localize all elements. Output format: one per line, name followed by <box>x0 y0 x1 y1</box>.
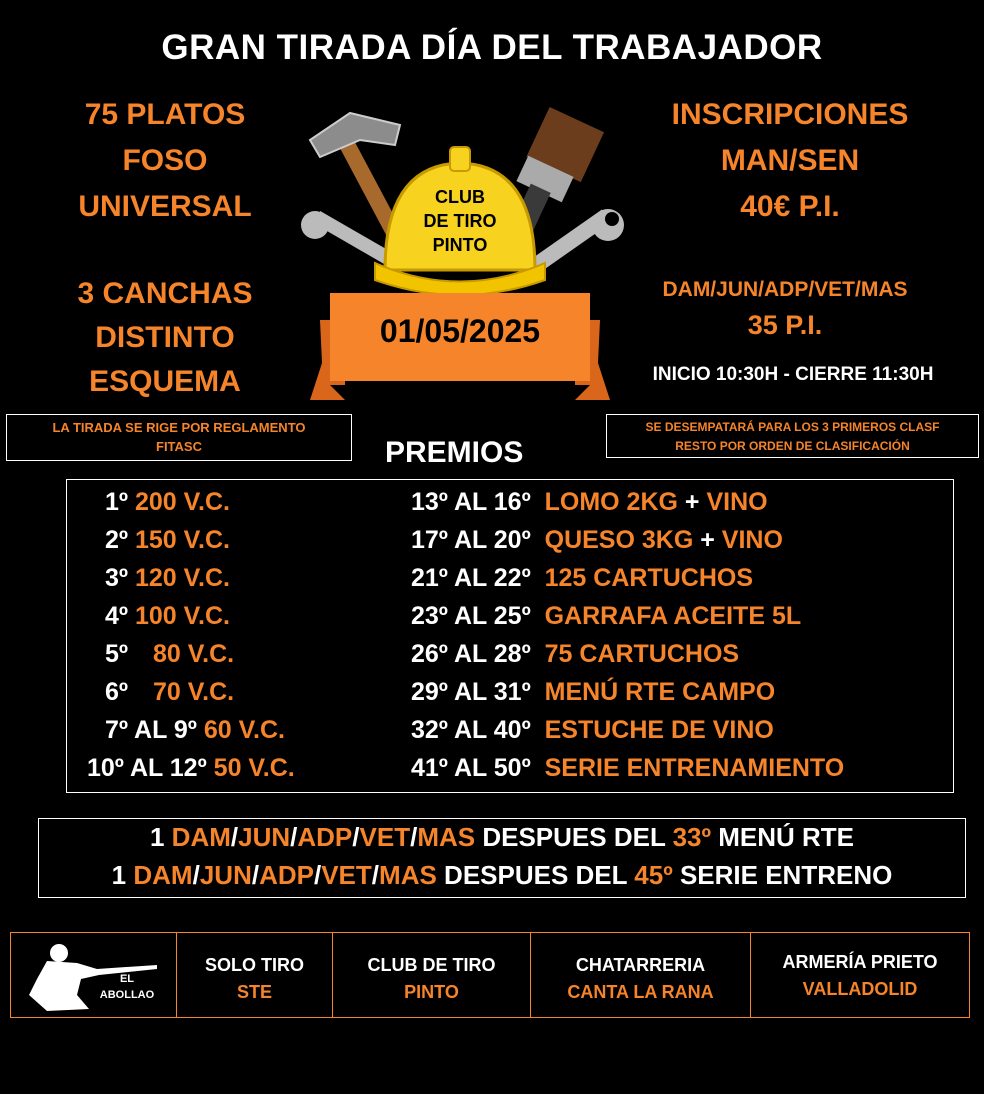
prize-value: MENÚ RTE CAMPO <box>544 678 776 706</box>
left-info-2 <box>40 272 290 404</box>
tiebreak-note <box>606 414 979 458</box>
prize-value: 80 V.C. <box>153 640 235 668</box>
prize-row <box>105 488 230 517</box>
registration-line: INSCRIPCIONES <box>671 98 909 131</box>
club-logo <box>290 95 630 405</box>
prize-row <box>105 678 234 707</box>
prize-row <box>411 640 739 669</box>
rules-note-line: LA TIRADA SE RIGE POR REGLAMENTO <box>52 420 306 435</box>
tiebreak-note-line: RESTO POR ORDEN DE CLASIFICACIÓN <box>675 439 910 453</box>
club-name <box>410 185 510 257</box>
sponsor-line: EL <box>119 973 135 985</box>
prize-position: 26º AL 28º <box>411 640 531 668</box>
prize-row <box>411 754 844 783</box>
prizes-title: PREMIOS <box>385 436 524 469</box>
club-name-line: PINTO <box>432 235 488 255</box>
category-prize-line: 1 DAM/JUN/ADP/VET/MAS DESPUES DEL 33º MENÚ RTE <box>149 822 855 852</box>
event-date: 01/05/2025 <box>379 313 541 349</box>
prize-row <box>105 716 285 745</box>
prize-position: 23º AL 25º <box>411 602 531 630</box>
sponsor-line: CLUB DE TIRO <box>367 955 496 975</box>
sponsor-line: SOLO TIRO <box>205 955 304 975</box>
left-info-line: ESQUEMA <box>89 365 241 398</box>
sponsor-line: ABOLLAO <box>99 989 155 1001</box>
sponsor-line: STE <box>236 982 272 1002</box>
schedule: INICIO 10:30H - CIERRE 11:30H <box>652 364 934 385</box>
prize-row <box>411 678 775 707</box>
prize-position: 4º <box>105 602 129 630</box>
prize-position: 6º <box>105 678 129 706</box>
prize-position: 1º <box>105 488 129 516</box>
left-info <box>40 92 290 230</box>
sponsor-line: CANTA LA RANA <box>567 982 714 1002</box>
prize-row <box>105 640 234 669</box>
prize-extra: VINO <box>721 526 783 554</box>
sponsor-name <box>99 971 155 1003</box>
page-title: GRAN TIRADA DÍA DEL TRABAJADOR <box>161 28 823 67</box>
prize-position: 29º AL 31º <box>411 678 531 706</box>
prize-position: 7º AL 9º <box>105 716 197 744</box>
sponsor-club-tiro-pinto <box>333 933 531 1017</box>
prize-value: QUESO 3KG <box>544 526 694 554</box>
prize-position: 32º AL 40º <box>411 716 531 744</box>
prize-value: 70 V.C. <box>153 678 235 706</box>
sponsor-chatarreria <box>531 933 751 1017</box>
prize-row <box>105 602 230 631</box>
categories-label: DAM/JUN/ADP/VET/MAS <box>662 278 908 301</box>
registration-info <box>630 92 950 230</box>
prize-row <box>411 564 753 593</box>
prize-plus: + <box>684 488 700 516</box>
category-prize-line: 1 DAM/JUN/ADP/VET/MAS DESPUES DEL 45º SERIE ENTRENO <box>111 860 893 890</box>
categories-price: 35 P.I. <box>747 310 823 340</box>
prize-position: 13º AL 16º <box>411 488 531 516</box>
prize-position: 21º AL 22º <box>411 564 531 592</box>
sponsor-line: VALLADOLID <box>802 979 918 999</box>
sponsor-armeria-prieto <box>751 933 969 1017</box>
prize-value: 125 CARTUCHOS <box>544 564 753 592</box>
prize-position: 3º <box>105 564 129 592</box>
sponsor-line: CHATARRERIA <box>575 955 706 975</box>
prize-value: 150 V.C. <box>135 526 230 554</box>
prize-row <box>411 602 801 631</box>
prize-value: 200 V.C. <box>135 488 230 516</box>
prize-position: 17º AL 20º <box>411 526 531 554</box>
prize-row <box>411 716 774 745</box>
prize-position: 41º AL 50º <box>411 754 531 782</box>
sponsor-el-abollao <box>11 933 177 1017</box>
prize-value: 100 V.C. <box>135 602 230 630</box>
prize-value: 60 V.C. <box>203 716 285 744</box>
category-prizes-box <box>38 818 966 898</box>
prize-row <box>411 526 783 555</box>
prize-row <box>411 488 768 517</box>
prize-value: LOMO 2KG <box>544 488 678 516</box>
prize-value: GARRAFA ACEITE 5L <box>544 602 802 630</box>
prize-value: ESTUCHE DE VINO <box>544 716 774 744</box>
club-name-line: DE TIRO <box>423 211 497 231</box>
sponsors-bar <box>10 932 970 1018</box>
prize-row <box>105 526 230 555</box>
registration-line: MAN/SEN <box>720 144 860 177</box>
rules-note-line: FITASC <box>156 439 202 454</box>
prize-value: 120 V.C. <box>135 564 230 592</box>
prize-value: 75 CARTUCHOS <box>544 640 740 668</box>
left-info-line: UNIVERSAL <box>78 190 252 223</box>
prize-position: 2º <box>105 526 129 554</box>
sponsor-solo-tiro <box>177 933 333 1017</box>
prize-row <box>87 754 295 783</box>
prize-value: 50 V.C. <box>213 754 295 782</box>
rules-note <box>6 414 352 461</box>
registration-info-2 <box>610 276 960 346</box>
sponsor-line: PINTO <box>404 982 459 1002</box>
prize-value: SERIE ENTRENAMIENTO <box>544 754 845 782</box>
sponsor-line: ARMERÍA PRIETO <box>782 952 938 972</box>
prize-row <box>105 564 230 593</box>
prizes-table <box>66 479 954 793</box>
left-info-line: DISTINTO <box>95 321 235 354</box>
club-name-line: CLUB <box>435 187 485 207</box>
left-info-line: 3 CANCHAS <box>77 277 253 310</box>
registration-line: 40€ P.I. <box>740 190 840 223</box>
prize-position: 5º <box>105 640 129 668</box>
prize-plus: + <box>700 526 715 554</box>
left-info-line: FOSO <box>122 144 208 177</box>
prize-position: 10º AL 12º <box>87 754 207 782</box>
tiebreak-note-line: SE DESEMPATARÁ PARA LOS 3 PRIMEROS CLASF <box>645 420 940 434</box>
prize-extra: VINO <box>706 488 768 516</box>
left-info-line: 75 PLATOS <box>84 98 246 131</box>
